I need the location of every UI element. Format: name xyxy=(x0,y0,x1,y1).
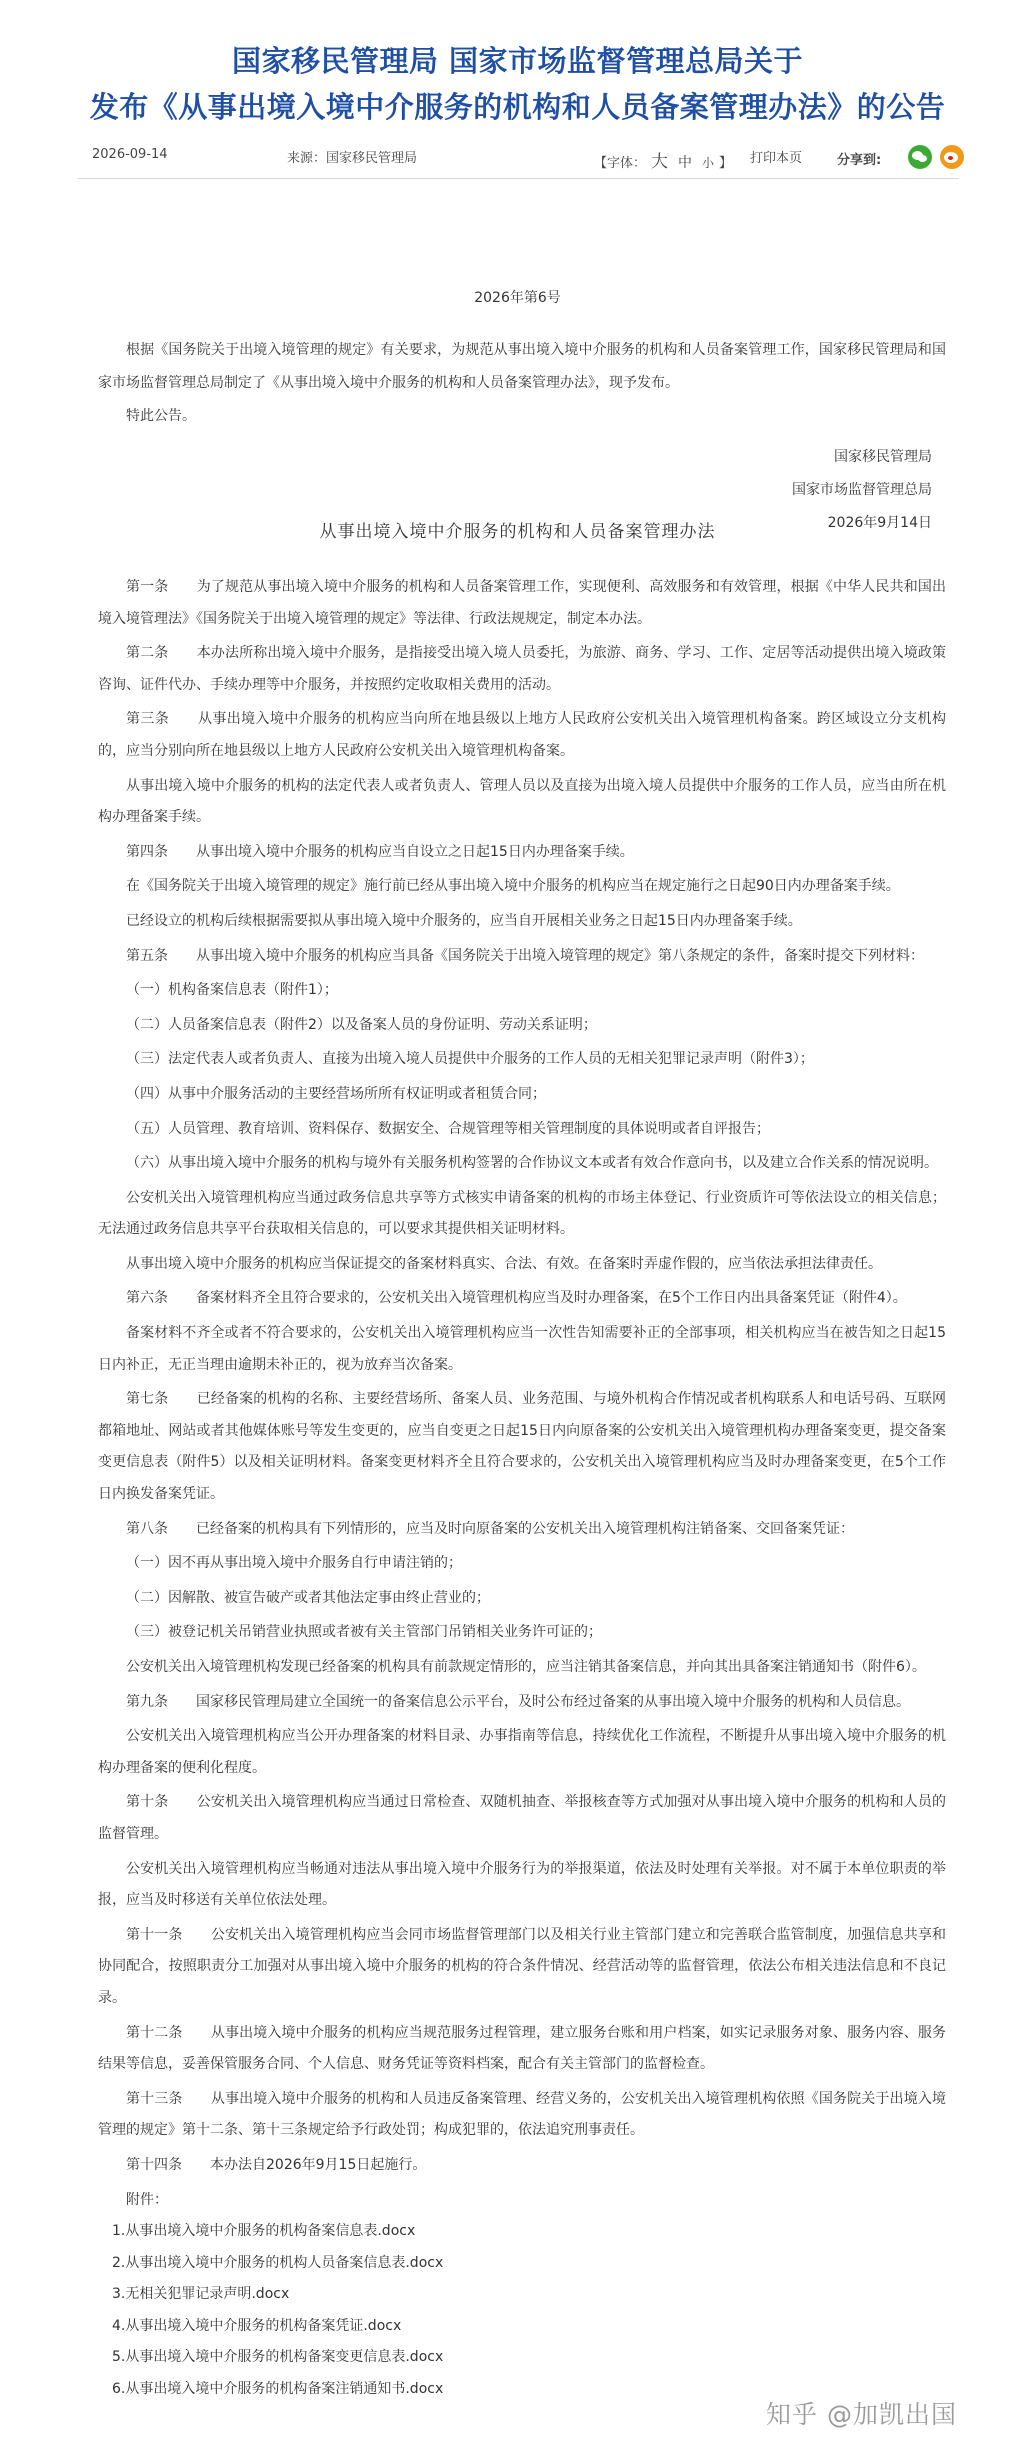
article-paragraph: 第四条 从事出境入境中介服务的机构应当自设立之日起15日内办理备案手续。 xyxy=(126,843,634,860)
article-paragraph: 第七条 已经备案的机构的名称、主要经营场所、备案人员、业务范围、与境外机构合作情况或者机构联系人和电话号码、互联网都箱地址、网站或者其他媒体账号等发生变更的，应当自变更之日起15日内向原备案的公安机关出入境管理机构办理备案变更，提交备案变更信息表（附件5）以及相关证明材料。备案变更材料齐全且符合要求的，公安机关出入境管理机构应当及时办理备案变更，在5个工作日内换发备案凭证。 xyxy=(98,1391,946,1503)
article-item: （一）因不再从事出境入境中介服务自行申请注销的； xyxy=(126,1555,462,1572)
font-size-label: 【字体： xyxy=(594,156,647,171)
attachment-link[interactable]: 5.从事出境入境中介服务的机构备案变更信息表.docx xyxy=(112,2349,444,2366)
article-paragraph: 第九条 国家移民管理局建立全国统一的备案信息公示平台，及时公布经过备案的从事出境入境中介服务的机构和人员信息。 xyxy=(126,1693,910,1710)
signature-date: 2026年9月14日 xyxy=(827,515,932,531)
article-paragraph: 第十二条 从事出境入境中介服务的机构应当规范服务过程管理，建立服务台账和用户档案，如实记录服务对象、服务内容、服务结果等信息，妥善保管服务合同、个人信息、财务凭证等资料档案，配合有关主管部门的监督检查。 xyxy=(98,2024,946,2073)
article-meta-bar xyxy=(82,143,963,173)
notice-paragraph: 特此公告。 xyxy=(126,408,196,424)
article-paragraph: 公安机关出入境管理机构应当畅通对违法从事出境入境中介服务行为的举报渠道，依法及时处理有关举报。对不属于本单位职责的举报，应当及时移送有关单位依法处理。 xyxy=(98,1860,946,1909)
source-label: 来源：国家移民管理局 xyxy=(287,151,418,166)
article-paragraph: 第十四条 本办法自2026年9月15日起施行。 xyxy=(126,2156,427,2173)
article-item: （三）被登记机关吊销营业执照或者被有关主管部门吊销相关业务许可证的； xyxy=(126,1624,602,1641)
zhihu-watermark: 知乎 @加凯出国 xyxy=(766,2400,957,2429)
signature-org-2: 国家市场监督管理总局 xyxy=(792,482,932,498)
article-paragraph: 第二条 本办法所称出境入境中介服务，是指接受出境入境人员委托，为旅游、商务、学习、工作、定居等活动提供出境入境政策咨询、证件代办、手续办理等中介服务，并按照约定收取相关费用的活动。 xyxy=(98,645,946,693)
attachment-link[interactable]: 6.从事出境入境中介服务的机构备案注销通知书.docx xyxy=(112,2381,444,2398)
attachment-link[interactable]: 2.从事出境入境中介服务的机构人员备案信息表.docx xyxy=(112,2254,444,2271)
font-size-medium-button[interactable]: 中 xyxy=(678,155,693,171)
article-paragraph: 从事出境入境中介服务的机构应当保证提交的备案材料真实、合法、有效。在备案时弄虚作假的，应当依法承担法律责任。 xyxy=(126,1255,882,1272)
attachment-link[interactable]: 4.从事出境入境中介服务的机构备案凭证.docx xyxy=(112,2317,402,2334)
header-divider xyxy=(78,178,959,179)
title-line-2: 发布《从事出境入境中介服务的机构和人员备案管理办法》的公告 xyxy=(89,90,946,124)
article-paragraph: 公安机关出入境管理机构应当公开办理备案的材料目录、办事指南等信息，持续优化工作流程，不断提升从事出境入境中介服务的机构办理备案的便利化程度。 xyxy=(98,1728,946,1776)
article-paragraph: 第八条 已经备案的机构具有下列情形的，应当及时向原备案的公安机关出入境管理机构注销备案、交回备案凭证： xyxy=(126,1520,854,1537)
article-paragraph: 公安机关出入境管理机构发现已经备案的机构具有前款规定情形的，应当注销其备案信息，并向其出具备案注销通知书（附件6）。 xyxy=(126,1659,926,1675)
wechat-icon[interactable] xyxy=(908,145,932,169)
article-paragraph: 第三条 从事出境入境中介服务的机构应当向所在地县级以上地方人民政府公安机关出入境管理机构备案。跨区域设立分支机构的，应当分别向所在地县级以上地方人民政府公安机关出入境管理机构备案。 xyxy=(98,711,946,759)
article-item: （一）机构备案信息表（附件1）； xyxy=(126,982,338,999)
article-item: （四）从事中介服务活动的主要经营场所所有权证明或者租赁合同； xyxy=(126,1085,546,1102)
font-size-control xyxy=(594,147,732,172)
article-paragraph: 第十三条 从事出境入境中介服务的机构和人员违反备案管理、经营义务的，公安机关出入境管理机构依照《国务院关于出境入境管理的规定》第十二条、第十三条规定给予行政处罚；构成犯罪的，依法追究刑事责任。 xyxy=(98,2090,946,2139)
print-page-link[interactable]: 打印本页 xyxy=(750,151,803,166)
article-item: （三）法定代表人或者负责人、直接为出境入境人员提供中介服务的工作人员的无相关犯罪记录声明（附件3）； xyxy=(126,1051,814,1068)
article-paragraph: 备案材料不齐全或者不符合要求的，公安机关出入境管理机构应当一次性告知需要补正的全部事项，相关机构应当在被告知之日起15日内补正，无正当理由逾期未补正的，视为放弃当次备案。 xyxy=(98,1325,946,1373)
article-paragraph: 第十条 公安机关出入境管理机构应当通过日常检查、双随机抽查、举报核查等方式加强对从事出境入境中介服务的机构和人员的监督管理。 xyxy=(98,1794,946,1842)
article-paragraph: 从事出境入境中介服务的机构的法定代表人或者负责人、管理人员以及直接为出境入境人员提供中介服务的工作人员，应当由所在机构办理备案手续。 xyxy=(98,777,946,826)
rules-body xyxy=(98,572,946,2406)
article-paragraph: 公安机关出入境管理机构应当通过政务信息共享等方式核实申请备案的机构的市场主体登记、行业资质许可等依法设立的相关信息；无法通过政务信息共享平台获取相关信息的，可以要求其提供相关证明材料。 xyxy=(98,1189,946,1238)
article-paragraph: 在《国务院关于出境入境管理的规定》施行前已经从事出境入境中介服务的机构应当在规定施行之日起90日内办理备案手续。 xyxy=(126,878,900,895)
font-size-small-button[interactable]: 小 xyxy=(702,156,715,170)
title-line-1: 国家移民管理局 国家市场监督管理总局关于 xyxy=(231,44,804,78)
article-item: （二）人员备案信息表（附件2）以及备案人员的身份证明、劳动关系证明； xyxy=(126,1016,597,1033)
font-size-close: 】 xyxy=(719,156,733,171)
signature-org-1: 国家移民管理局 xyxy=(834,449,932,465)
article-paragraph: 第十一条 公安机关出入境管理机构应当会同市场监督管理部门以及相关行业主管部门建立和完善联合监管制度，加强信息共享和协同配合，按照职责分工加强对从事出境入境中介服务的机构的符合条件情况、经营活动等的监督管理，依法公布相关违法信息和不良记录。 xyxy=(98,1926,946,2006)
publish-date: 2026-09-14 xyxy=(92,147,168,162)
article-title xyxy=(0,38,1035,130)
article-item: （六）从事出境入境中介服务的机构与境外有关服务机构签署的合作协议文本或者有效合作意向书，以及建立合作关系的情况说明。 xyxy=(126,1155,938,1172)
rules-title: 从事出境入境中介服务的机构和人员备案管理办法 xyxy=(319,522,716,542)
weibo-icon[interactable] xyxy=(940,145,964,169)
notice-body xyxy=(98,334,946,540)
document-number: 2026年第6号 xyxy=(474,290,561,306)
attachments-label: 附件： xyxy=(126,2191,168,2208)
attachment-link[interactable]: 1.从事出境入境中介服务的机构备案信息表.docx xyxy=(112,2223,416,2240)
article-paragraph: 第五条 从事出境入境中介服务的机构应当具备《国务院关于出境入境管理的规定》第八条规定的条件，备案时提交下列材料： xyxy=(126,947,924,964)
article-item: （五）人员管理、教育培训、资料保存、数据安全、合规管理等相关管理制度的具体说明或者自评报告； xyxy=(126,1120,770,1137)
article-paragraph: 第六条 备案材料齐全且符合要求的，公安机关出入境管理机构应当及时办理备案，在5个工作日内出具备案凭证（附件4）。 xyxy=(126,1290,907,1307)
share-label: 分享到: xyxy=(837,153,882,168)
article-paragraph: 第一条 为了规范从事出境入境中介服务的机构和人员备案管理工作，实现便利、高效服务和有效管理，根据《中华人民共和国出境入境管理法》《国务院关于出境入境管理的规定》等法律、行政法规规定，制定本办法。 xyxy=(98,579,946,627)
notice-paragraph: 根据《国务院关于出境入境管理的规定》有关要求，为规范从事出境入境中介服务的机构和人员备案管理工作，国家移民管理局和国家市场监督管理总局制定了《从事出境入境中介服务的机构和人员备案管理办法》，现予发布。 xyxy=(98,342,946,391)
font-size-large-button[interactable]: 大 xyxy=(651,152,669,172)
article-item: （二）因解散、被宣告破产或者其他法定事由终止营业的； xyxy=(126,1589,490,1606)
article-paragraph: 已经设立的机构后续根据需要拟从事出境入境中介服务的，应当自开展相关业务之日起15日内办理备案手续。 xyxy=(126,912,802,929)
attachment-link[interactable]: 3.无相关犯罪记录声明.docx xyxy=(112,2286,290,2303)
